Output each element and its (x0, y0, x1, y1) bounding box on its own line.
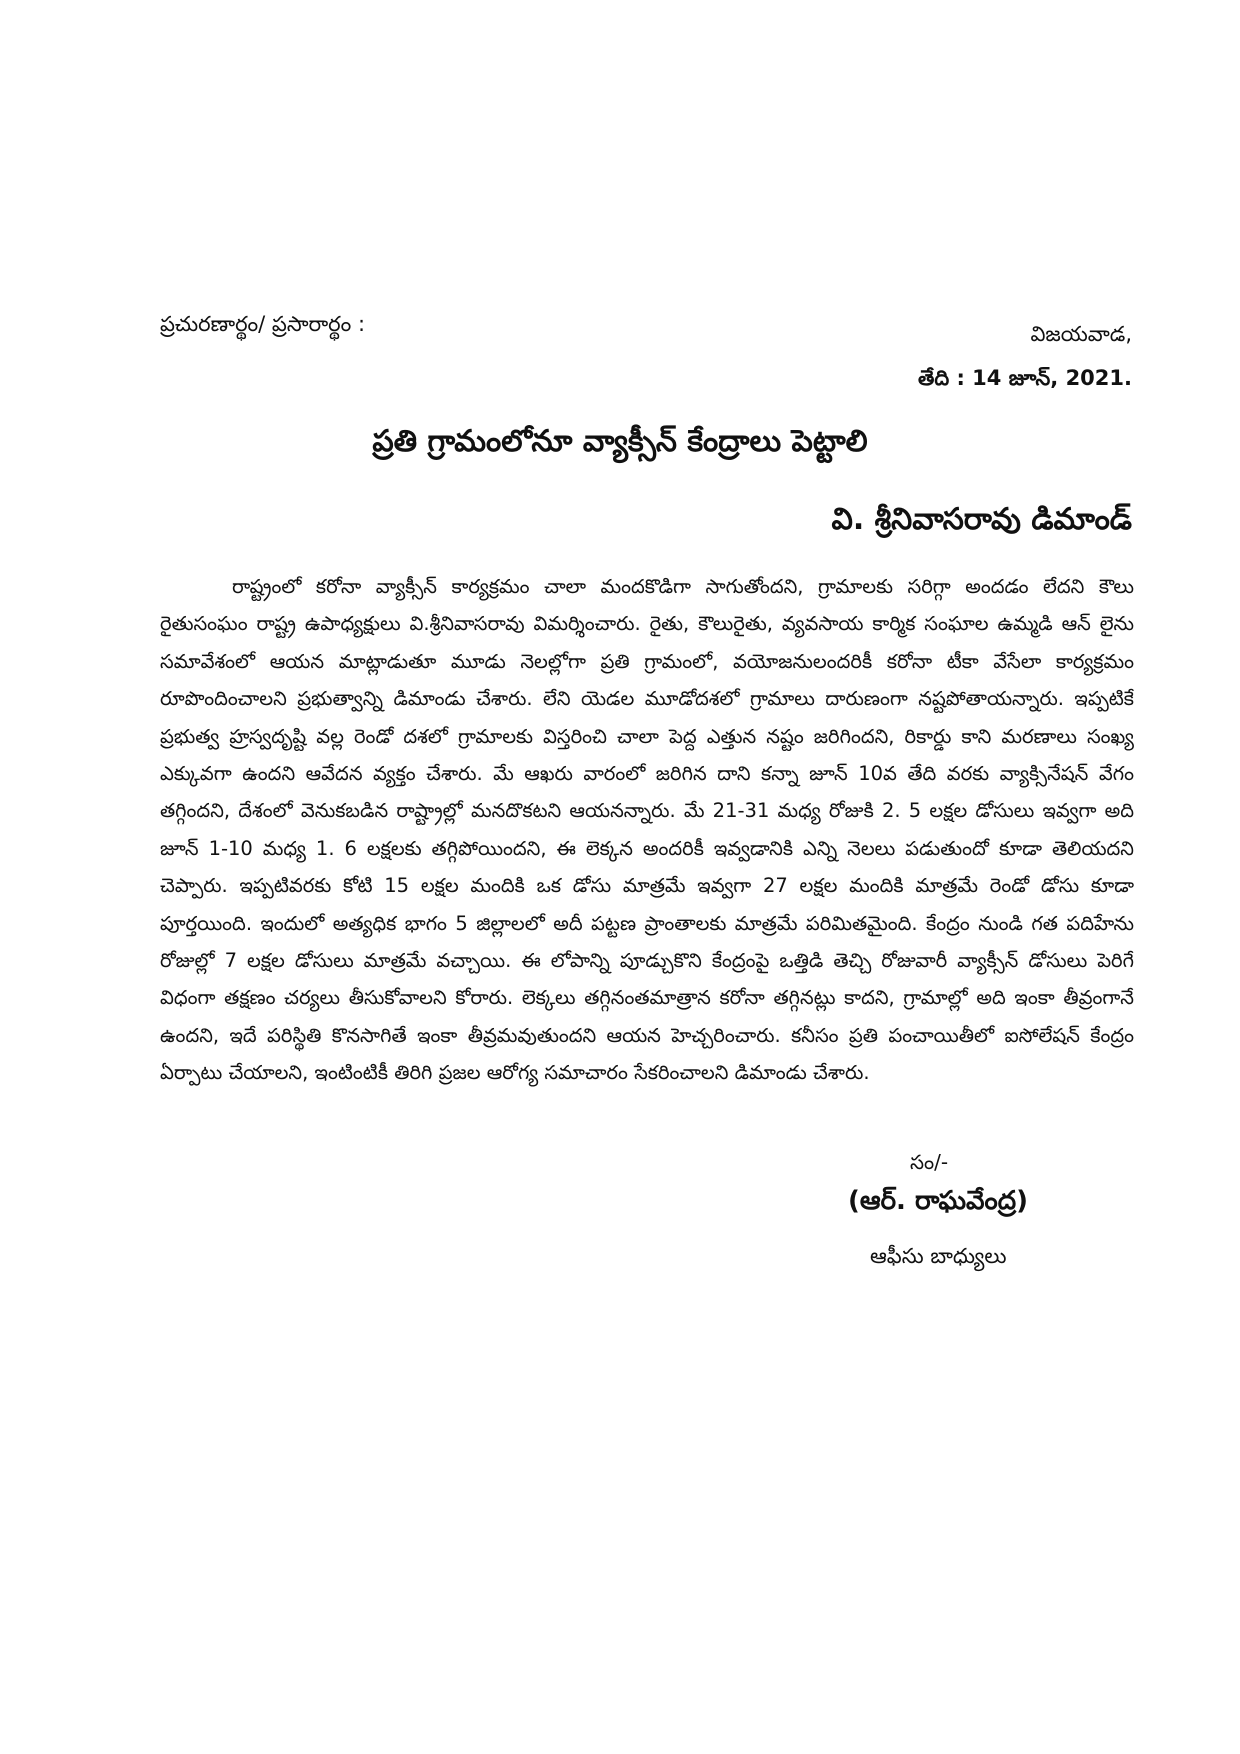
place-date-block (918, 312, 1132, 400)
signature-mark: సం/- (910, 1150, 949, 1174)
signatory-name: (ఆర్. రాఘవేంద్ర) (848, 1186, 1028, 1216)
body-paragraph: రాష్ట్రంలో కరోనా వ్యాక్సీన్ కార్యక్రమం చాలా మందకొడిగా సాగుతోందని, గ్రామాలకు సరిగ్గా అందడం లేదని కౌలు రైతుసంఘం రాష్ట్ర ఉపాధ్యక్షులు వి.శ్రీనివాసరావు విమర్శించారు. రైతు, కౌలురైతు, వ్యవసాయ కార్మిక సంఘాల ఉమ్మడి ఆన్ లైను సమావేశంలో ఆయన మాట్లాడుతూ మూడు నెలల్లోగా ప్రతి గ్రామంలో, వయోజనులందరికీ కరోనా టీకా వేసేలా కార్యక్రమం రూపొందించాలని ప్రభుత్వాన్ని డిమాండు చేశారు. లేని యెడల మూడోదశలో గ్రామాలు దారుణంగా నష్టపోతాయన్నారు. ఇప్పటికే ప్రభుత్వ హ్రస్వదృష్టి వల్ల రెండో దశలో గ్రామాలకు విస్తరించి చాలా పెద్ద ఎత్తున నష్టం జరిగిందని, రికార్డు కాని మరణాలు సంఖ్య ఎక్కువగా ఉందని ఆవేదన వ్యక్తం చేశారు. మే ఆఖరు వారంలో జరిగిన దాని కన్నా జూన్ 10వ తేది వరకు వ్యాక్సినేషన్ వేగం తగ్గిందని, దేశంలో వెనుకబడిన రాష్ట్రాల్లో మనదొకటని ఆయనన్నారు. మే 21-31 మధ్య రోజుకి 2. 5 లక్షల డోసులు ఇవ్వగా అది జూన్ 1-10 మధ్య 1. 6 లక్షలకు తగ్గిపోయిందని, ఈ లెక్కన అందరికీ ఇవ్వడానికి ఎన్ని నెలలు పడుతుందో కూడా తెలియదని చెప్పారు. ఇప్పటివరకు కోటి 15 లక్షల మందికి ఒక డోసు మాత్రమే ఇవ్వగా 27 లక్షల మందికి మాత్రమే రెండో డోసు కూడా పూర్తయింది. ఇందులో అత్యధిక భాగం 5 జిల్లాలలో అదీ పట్టణ ప్రాంతాలకు మాత్రమే పరిమితమైంది. కేంద్రం నుండి గత పదిహేను రోజుల్లో 7 లక్షల డోసులు మాత్రమే వచ్చాయి. ఈ లోపాన్ని పూడ్చుకొని కేంద్రంపై ఒత్తిడి తెచ్చి రోజువారీ వ్యాక్సీన్ డోసులు పెరిగే విధంగా తక్షణం చర్యలు తీసుకోవాలని కోరారు. లెక్కలు తగ్గినంతమాత్రాన కరోనా తగ్గినట్లు కాదని, గ్రామాల్లో అది ఇంకా తీవ్రంగానే ఉందని, ఇదే పరిస్థితి కొనసాగితే ఇంకా తీవ్రమవుతుందని ఆయన హెచ్చరించారు. కనీసం ప్రతి పంచాయితీలో ఐసోలేషన్ కేంద్రం ఏర్పాటు చేయాలని, ఇంటింటికీ తిరిగి ప్రజల ఆరోగ్య సమాచారం సేకరించాలని డిమాండు చేశారు. (160, 575, 1134, 1085)
place: విజయవాడ, (1030, 322, 1132, 346)
date: తేది : 14 జూన్, 2021. (917, 366, 1132, 390)
body-text (160, 568, 1134, 1092)
page-subtitle: వి. శ్రీనివాసరావు డిమాండ్ (831, 502, 1132, 537)
signatory-role: ఆఫీసు బాధ్యులు (870, 1244, 1007, 1268)
page-title: ప్రతి గ్రామంలోనూ వ్యాక్సీన్ కేంద్రాలు పెట్టాలి (372, 424, 868, 459)
publication-label: ప్రచురణార్థం/ ప్రసారార్థం : (160, 312, 366, 336)
